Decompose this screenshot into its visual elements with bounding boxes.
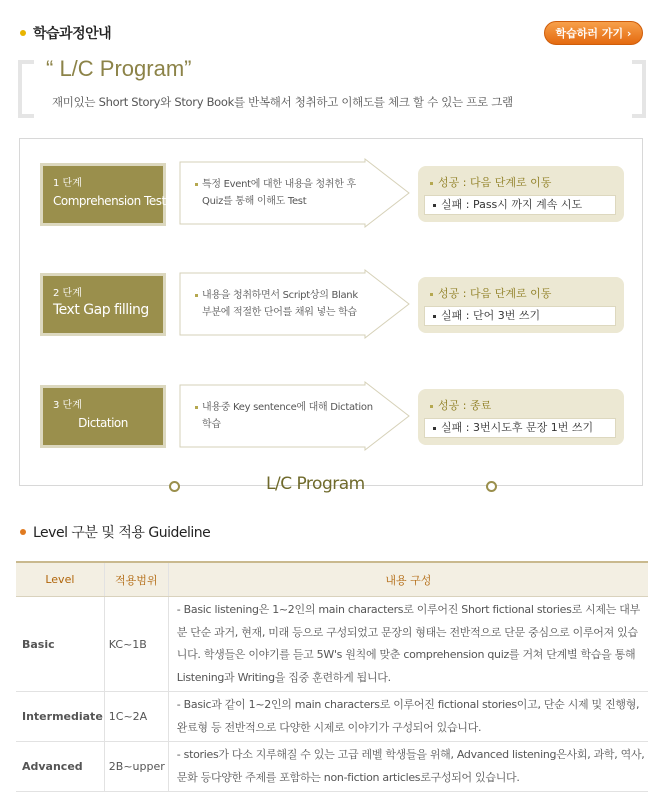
stage-2-result (418, 277, 624, 333)
stage-1-fail: 실패 : Pass시 까지 계속 시도 (441, 198, 583, 211)
table-row (16, 692, 648, 742)
stage-3-step: 3 단계 (53, 400, 82, 411)
section-bullet (20, 529, 26, 535)
stage-1-step: 1 단계 (53, 178, 82, 189)
content-cell: - stories가 다소 지루해질 수 있는 고급 레벨 학생들을 위해, Advanced listening은사회, 과학, 역사, 문화 등다양한 주제를 포함하는 non-fiction articles로구성되어 있습니다. (168, 742, 648, 792)
footer-circle-left (169, 481, 180, 492)
table-header-row (16, 562, 648, 597)
range-cell: KC~1B (104, 597, 168, 692)
go-study-button[interactable]: 학습하러 가기 › (544, 21, 643, 45)
stage-3-box (40, 385, 166, 448)
level-cell: Intermediate (16, 692, 104, 742)
stage-2-fail: 실패 : 단어 3번 쓰기 (441, 309, 541, 322)
section-bullet (20, 30, 26, 36)
stage-1-desc-line2: Quiz를 통해 이해도 Test (202, 196, 307, 207)
stage-2-success: 성공 : 다음 단계로 이동 (438, 287, 552, 300)
stage-3-fail: 실패 : 3번시도후 문장 1번 쓰기 (441, 421, 594, 434)
stage-3-arrow (179, 381, 411, 451)
section-title-level-guideline: Level 구분 및 적용 Guideline (33, 525, 211, 541)
table-row (16, 742, 648, 792)
program-subtitle: 재미있는 Short Story와 Story Book를 반복해서 청취하고 이해도를 체크 할 수 있는 프로 그램 (52, 95, 513, 109)
stage-1-success: 성공 : 다음 단계로 이동 (438, 176, 552, 189)
stage-2-name: Text Gap filling (53, 302, 149, 318)
stage-1-desc-line1: 특정 Event에 대한 내용을 청취한 후 (202, 179, 356, 190)
program-title: “ L/C Program” (46, 56, 192, 81)
stage-3-name: Dictation (78, 416, 128, 430)
stage-1-arrow (179, 158, 411, 228)
level-guideline-table (16, 561, 648, 792)
range-cell: 1C~2A (104, 692, 168, 742)
table-row (16, 597, 648, 692)
stage-1-name: Comprehension Test (53, 194, 166, 208)
stage-1-result (418, 166, 624, 222)
stage-3-desc-line2: 학습 (202, 419, 221, 430)
stage-2-desc-line1: 내용을 청취하면서 Script상의 Blank (202, 290, 358, 301)
header-range: 적용범위 (104, 562, 168, 597)
header-level: Level (16, 562, 104, 597)
stage-2-desc-line2: 부분에 적절한 단어를 채워 넣는 학습 (202, 307, 357, 318)
stage-3-result (418, 389, 624, 445)
range-cell: 2B~upper (104, 742, 168, 792)
program-footer-title: L/C Program (266, 474, 365, 494)
title-bracket-left (18, 60, 34, 118)
stage-2-arrow (179, 269, 411, 339)
header-content: 내용 구성 (168, 562, 648, 597)
stage-3-desc-line1: 내용중 Key sentence에 대해 Dictation (202, 402, 373, 413)
stage-2-step: 2 단계 (53, 288, 82, 299)
level-cell: Basic (16, 597, 104, 692)
stage-1-box (40, 163, 166, 226)
level-cell: Advanced (16, 742, 104, 792)
footer-circle-right (486, 481, 497, 492)
title-bracket-right (632, 60, 646, 118)
section-title-course-guide: 학습과정안내 (33, 26, 112, 42)
stage-3-success: 성공 : 종료 (438, 399, 492, 412)
content-cell: - Basic listening은 1~2인의 main characters로 이루어진 Short fictional stories로 시제는 대부분 단순 과거, 현재, 미래 등으로 구성되었고 문장의 형태는 전반적으로 단문 중심으로 이루어져 있습니다. 학생들은 이야기를 듣고 5W's 원칙에 맞춘 comprehension quiz를 거쳐 단계별 학습을 통해 Listening과 Writing을 집중 훈련하게 됩니다. (168, 597, 648, 692)
stage-2-box (40, 273, 166, 336)
content-cell: - Basic과 같이 1~2인의 main characters로 이루어진 fictional stories이고, 단순 시제 및 진행형, 완료형 등 전반적으로 다양한 시제로 이야기가 구성되어 있습니다. (168, 692, 648, 742)
